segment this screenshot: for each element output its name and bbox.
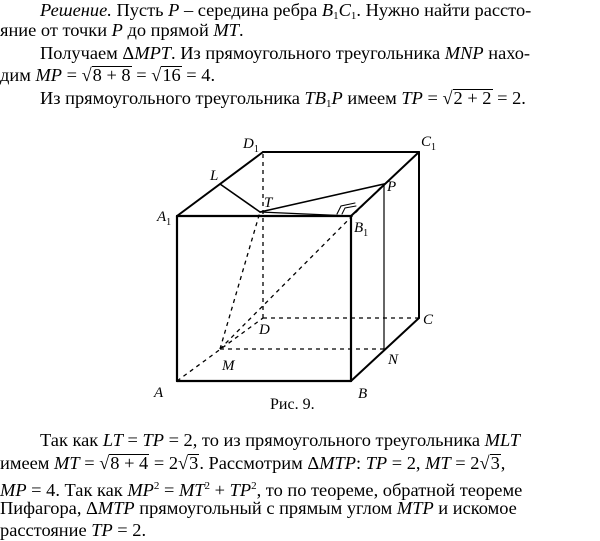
- math-var: P: [111, 20, 123, 40]
- math-var: P: [331, 88, 343, 108]
- math-var: MTP: [97, 498, 135, 518]
- math-var: TB: [304, 88, 327, 108]
- sqrt-radicand: 3: [490, 453, 500, 473]
- math-var: B: [321, 0, 334, 20]
- text: нахо-: [483, 43, 531, 63]
- text: .: [238, 20, 244, 40]
- sqrt-radicand: 8 + 8: [92, 65, 131, 85]
- label-T: T: [264, 195, 273, 211]
- text: до прямой: [122, 20, 214, 40]
- math-var: MLT: [484, 430, 521, 450]
- math-var: MTP: [319, 453, 356, 473]
- label-C: C: [423, 312, 434, 328]
- radical-sign: √: [81, 65, 92, 85]
- text: = 2: [149, 453, 179, 473]
- label-D1: $D_1$: [243, 136, 259, 155]
- radical-sign: √: [442, 88, 453, 108]
- text: дим: [0, 65, 36, 85]
- text: расстояние: [0, 520, 92, 540]
- superscript: 2: [153, 480, 160, 492]
- math-var: TP: [401, 88, 423, 108]
- text: =: [62, 65, 82, 85]
- text: Получаем Δ: [40, 43, 135, 63]
- math-var: TP: [365, 453, 388, 473]
- radical-sign: √: [178, 453, 189, 473]
- label-N: N: [388, 352, 399, 368]
- paragraph-4-line-5: [0, 520, 146, 540]
- math-var: MNP: [444, 43, 484, 63]
- text: =: [422, 88, 443, 108]
- text: Из прямоугольного треугольника: [40, 88, 305, 108]
- subscript: 1: [350, 10, 357, 22]
- text: яние от точки: [0, 20, 112, 40]
- text: +: [210, 480, 230, 500]
- math-var: MP: [127, 480, 154, 500]
- label-L: L: [210, 168, 219, 184]
- subscript: 1: [326, 98, 332, 110]
- text: имеем: [342, 88, 402, 108]
- text: =: [159, 480, 179, 500]
- math-var: TP: [142, 430, 164, 450]
- superscript: 2: [204, 480, 211, 492]
- radical-sign: √: [479, 453, 490, 473]
- text: = 4.: [181, 65, 216, 85]
- text: и искомое: [433, 498, 517, 518]
- figure-caption: Рис. 9.: [270, 396, 315, 413]
- math-var: P: [168, 0, 180, 20]
- math-var: TP: [91, 520, 113, 540]
- text: – середина ребра: [179, 0, 322, 20]
- text: :: [355, 453, 366, 473]
- math-var: MT: [213, 20, 239, 40]
- label-C1: $C_1$: [421, 134, 437, 153]
- text: имеем: [0, 453, 55, 473]
- sqrt-radicand: 2 + 2: [453, 88, 492, 108]
- math-var: C: [338, 0, 351, 20]
- text: = 2, то из прямоугольного треугольника: [163, 430, 485, 450]
- text: =: [79, 453, 100, 473]
- math-var: MT: [54, 453, 80, 473]
- math-var: MPT: [134, 43, 172, 63]
- segment-L-T: [220, 184, 260, 212]
- math-var: MTP: [396, 498, 434, 518]
- text: ,: [500, 453, 506, 473]
- paragraph-4-line-4: [0, 498, 517, 518]
- text: прямоугольный с прямым углом: [134, 498, 397, 518]
- text: = 2.: [492, 88, 526, 108]
- text: Так как: [40, 430, 103, 450]
- edge-B-C: [351, 318, 419, 381]
- superscript: 2: [251, 480, 257, 492]
- text: = 4. Так как: [26, 480, 128, 500]
- math-var: MT: [425, 453, 451, 473]
- text: . Рассмотрим Δ: [199, 453, 320, 473]
- label-B: B: [358, 386, 368, 402]
- text: =: [122, 430, 143, 450]
- segment-T-P: [260, 184, 384, 212]
- math-var: MT: [178, 480, 205, 500]
- label-P: P: [387, 179, 397, 195]
- text: = 2.: [112, 520, 147, 540]
- radical-sign: √: [99, 453, 110, 473]
- label-B1: $B_1$: [354, 220, 369, 239]
- hidden-segment-M-T: [220, 212, 260, 349]
- text: . Нужно найти рассто-: [356, 0, 532, 20]
- math-var: MP: [35, 65, 62, 85]
- label-A: A: [154, 385, 164, 401]
- text: , то по теореме, обратной теореме: [256, 480, 523, 500]
- text: . Из прямоугольного треугольника: [171, 43, 445, 63]
- solution-label: Решение.: [40, 0, 112, 20]
- text: Пусть: [111, 0, 169, 20]
- math-var: LT: [102, 430, 123, 450]
- math-var: MP: [0, 480, 27, 500]
- sqrt-radicand: 8 + 4: [110, 453, 149, 473]
- right-angle-mark: [337, 203, 355, 214]
- math-var: TP: [229, 480, 252, 500]
- paragraph-4-line-3: [0, 476, 522, 500]
- label-M: M: [222, 358, 235, 374]
- text: Пифагора, Δ: [0, 498, 98, 518]
- radical-sign: √: [151, 65, 162, 85]
- paragraph-4-line-2: [0, 453, 505, 473]
- text: = 2: [450, 453, 480, 473]
- label-A1: $A_1$: [157, 209, 172, 228]
- paragraph-4-line-1: [40, 430, 520, 450]
- label-D: D: [259, 322, 270, 338]
- sqrt-radicand: 16: [162, 65, 181, 85]
- sqrt-radicand: 3: [189, 453, 199, 473]
- text: =: [131, 65, 152, 85]
- subscript: 1: [333, 10, 339, 22]
- text: = 2,: [387, 453, 426, 473]
